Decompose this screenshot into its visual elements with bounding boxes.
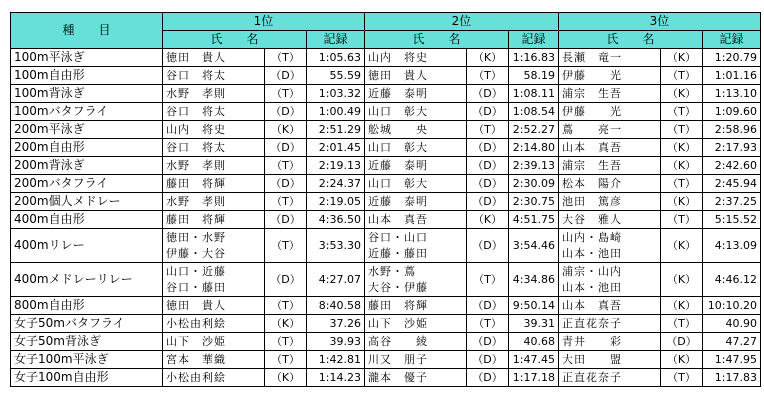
- team-cell: （K）: [661, 297, 703, 315]
- team-cell: （K）: [661, 193, 703, 211]
- record-cell: 2:30.09: [509, 175, 559, 193]
- swimmer-name: 山口 彰大: [368, 176, 428, 190]
- swimmer-name: 山内・島崎: [562, 230, 622, 244]
- swimmer-name: 藤田 将輝: [166, 176, 226, 190]
- event-cell: 200mバタフライ: [11, 175, 163, 193]
- team-cell: （D）: [265, 263, 307, 297]
- team-cell: （K）: [661, 351, 703, 369]
- swimmer-name-cell: [559, 67, 661, 85]
- swimmer-name-cell: [163, 369, 265, 387]
- record-cell: 1:08.11: [509, 85, 559, 103]
- team-cell: （D）: [467, 103, 509, 121]
- results-table-container: [10, 12, 761, 387]
- swimmer-name-cell: [559, 263, 661, 297]
- record-cell: 1:20.79: [703, 49, 761, 67]
- swimmer-name-cell: [365, 297, 467, 315]
- team-cell: （K）: [661, 229, 703, 263]
- record-header: 記録: [509, 31, 559, 49]
- record-cell: 3:53.30: [307, 229, 365, 263]
- team-cell: （T）: [661, 121, 703, 139]
- swimmer-name: 浦宗 生吾: [562, 158, 622, 172]
- event-cell: 女子100m平泳ぎ: [11, 351, 163, 369]
- record-cell: 40.68: [509, 333, 559, 351]
- record-header: 記録: [703, 31, 761, 49]
- results-table: [10, 12, 761, 387]
- record-cell: 1:16.83: [509, 49, 559, 67]
- swimmer-name-cell: [163, 85, 265, 103]
- swimmer-name-cell: [365, 263, 467, 297]
- swimmer-name: 長瀬 竜一: [562, 50, 622, 64]
- team-cell: （T）: [265, 193, 307, 211]
- team-cell: （D）: [467, 157, 509, 175]
- swimmer-name: 水野 孝則: [166, 158, 226, 172]
- swimmer-name-cell: [559, 315, 661, 333]
- swimmer-name: 谷口 将太: [166, 104, 226, 118]
- swimmer-name-cell: [365, 229, 467, 263]
- header-row-places: [11, 13, 761, 31]
- table-row: [11, 263, 761, 297]
- event-cell: 400mリレー: [11, 229, 163, 263]
- swimmer-name-cell: [163, 315, 265, 333]
- swimmer-name: 山本・池田: [562, 280, 622, 294]
- record-cell: 1:14.23: [307, 369, 365, 387]
- swimmer-name-cell: [559, 103, 661, 121]
- swimmer-name: 水野 孝則: [166, 86, 226, 100]
- record-cell: 2:51.29: [307, 121, 365, 139]
- record-cell: 1:17.18: [509, 369, 559, 387]
- swimmer-name: 浦宗・山内: [562, 264, 622, 278]
- swimmer-name: 藤田 将輝: [368, 298, 428, 312]
- swimmer-name: 大田 盟: [562, 352, 622, 366]
- record-cell: 1:17.83: [703, 369, 761, 387]
- team-cell: （T）: [265, 333, 307, 351]
- record-cell: 2:24.37: [307, 175, 365, 193]
- swimmer-name: 正直花奈子: [562, 370, 622, 384]
- swimmer-name-cell: [365, 369, 467, 387]
- first-place-header: 1位: [163, 13, 365, 31]
- swimmer-name: 山本・池田: [562, 246, 622, 260]
- team-cell: （D）: [467, 351, 509, 369]
- record-cell: 1:42.81: [307, 351, 365, 369]
- name-header: 氏 名: [163, 31, 307, 49]
- third-place-header: 3位: [559, 13, 761, 31]
- record-cell: 2:39.13: [509, 157, 559, 175]
- swimmer-name: 舩城 央: [368, 122, 428, 136]
- team-cell: （K）: [467, 49, 509, 67]
- record-cell: 2:52.27: [509, 121, 559, 139]
- swimmer-name-cell: [559, 49, 661, 67]
- swimmer-name-cell: [163, 297, 265, 315]
- record-cell: 55.59: [307, 67, 365, 85]
- record-cell: 2:37.25: [703, 193, 761, 211]
- event-cell: 200m個人メドレー: [11, 193, 163, 211]
- record-cell: 1:08.54: [509, 103, 559, 121]
- record-cell: 4:36.50: [307, 211, 365, 229]
- table-row: [11, 67, 761, 85]
- record-cell: 2:58.96: [703, 121, 761, 139]
- swimmer-name-cell: [559, 175, 661, 193]
- team-cell: （D）: [265, 103, 307, 121]
- swimmer-name-cell: [559, 193, 661, 211]
- record-cell: 1:00.49: [307, 103, 365, 121]
- swimmer-name-cell: [559, 333, 661, 351]
- swimmer-name: 山口 彰大: [368, 140, 428, 154]
- record-header: 記録: [307, 31, 365, 49]
- swimmer-name: 山口 彰大: [368, 104, 428, 118]
- swimmer-name-cell: [559, 229, 661, 263]
- event-cell: 200m背泳ぎ: [11, 157, 163, 175]
- swimmer-name-cell: [163, 139, 265, 157]
- team-cell: （T）: [265, 157, 307, 175]
- record-cell: 4:27.07: [307, 263, 365, 297]
- swimmer-name: 山本 真吾: [562, 298, 622, 312]
- swimmer-name: 藤田 将輝: [166, 212, 226, 226]
- swimmer-name-cell: [365, 351, 467, 369]
- swimmer-name: 近藤 泰明: [368, 194, 428, 208]
- swimmer-name-cell: [163, 351, 265, 369]
- record-cell: 2:42.60: [703, 157, 761, 175]
- swimmer-name-cell: [365, 211, 467, 229]
- team-cell: （T）: [661, 315, 703, 333]
- swimmer-name: 松本 陽介: [562, 176, 622, 190]
- record-cell: 1:09.60: [703, 103, 761, 121]
- team-cell: （T）: [661, 211, 703, 229]
- record-cell: 1:13.10: [703, 85, 761, 103]
- swimmer-name-cell: [365, 49, 467, 67]
- record-cell: 1:47.95: [703, 351, 761, 369]
- second-place-header: 2位: [365, 13, 559, 31]
- name-header: 氏 名: [559, 31, 703, 49]
- swimmer-name: 山下 沙姫: [166, 334, 226, 348]
- swimmer-name-cell: [163, 67, 265, 85]
- swimmer-name: 徳田 貴人: [166, 50, 226, 64]
- swimmer-name-cell: [365, 315, 467, 333]
- team-cell: （T）: [661, 175, 703, 193]
- swimmer-name: 谷口・山口: [368, 230, 428, 244]
- record-cell: 39.93: [307, 333, 365, 351]
- swimmer-name: 小松由利絵: [166, 316, 226, 330]
- table-row: [11, 369, 761, 387]
- swimmer-name: 山下 沙姫: [368, 316, 428, 330]
- record-cell: 40.90: [703, 315, 761, 333]
- swimmer-name: 徳田・水野: [166, 230, 226, 244]
- record-cell: 8:40.58: [307, 297, 365, 315]
- team-cell: （T）: [265, 229, 307, 263]
- event-cell: 100m平泳ぎ: [11, 49, 163, 67]
- team-cell: （T）: [467, 121, 509, 139]
- table-row: [11, 297, 761, 315]
- swimmer-name: 近藤 泰明: [368, 86, 428, 100]
- team-cell: （T）: [661, 67, 703, 85]
- swimmer-name: 山内 将史: [368, 50, 428, 64]
- record-cell: 1:05.63: [307, 49, 365, 67]
- event-cell: 女子100m自由形: [11, 369, 163, 387]
- swimmer-name-cell: [365, 139, 467, 157]
- team-cell: （T）: [265, 351, 307, 369]
- table-row: [11, 49, 761, 67]
- team-cell: （D）: [467, 369, 509, 387]
- swimmer-name: 山口・近藤: [166, 264, 226, 278]
- swimmer-name-cell: [559, 139, 661, 157]
- event-cell: 女子50mバタフライ: [11, 315, 163, 333]
- swimmer-name: 瀧本 優子: [368, 370, 428, 384]
- swimmer-name-cell: [163, 263, 265, 297]
- swimmer-name: 近藤 泰明: [368, 158, 428, 172]
- swimmer-name-cell: [163, 193, 265, 211]
- team-cell: （K）: [265, 315, 307, 333]
- record-cell: 4:13.09: [703, 229, 761, 263]
- swimmer-name: 浦宗 生吾: [562, 86, 622, 100]
- table-row: [11, 193, 761, 211]
- team-cell: （D）: [661, 333, 703, 351]
- record-cell: 10:10.20: [703, 297, 761, 315]
- swimmer-name: 伊藤 光: [562, 68, 622, 82]
- swimmer-name: 川又 朋子: [368, 352, 428, 366]
- swimmer-name: 山本 真吾: [368, 212, 428, 226]
- team-cell: （K）: [661, 139, 703, 157]
- event-header: 種 目: [11, 13, 163, 49]
- team-cell: （T）: [265, 85, 307, 103]
- team-cell: （D）: [467, 229, 509, 263]
- swimmer-name-cell: [163, 333, 265, 351]
- event-cell: 女子50m背泳ぎ: [11, 333, 163, 351]
- event-cell: 100m自由形: [11, 67, 163, 85]
- record-cell: 2:01.45: [307, 139, 365, 157]
- table-row: [11, 121, 761, 139]
- team-cell: （K）: [467, 211, 509, 229]
- record-cell: 4:34.86: [509, 263, 559, 297]
- swimmer-name-cell: [163, 103, 265, 121]
- swimmer-name: 谷口 将太: [166, 140, 226, 154]
- team-cell: （K）: [265, 121, 307, 139]
- record-cell: 4:46.12: [703, 263, 761, 297]
- event-cell: 800m自由形: [11, 297, 163, 315]
- swimmer-name-cell: [163, 49, 265, 67]
- swimmer-name: 水野 孝則: [166, 194, 226, 208]
- record-cell: 1:47.45: [509, 351, 559, 369]
- table-row: [11, 85, 761, 103]
- event-cell: 400mメドレーリレー: [11, 263, 163, 297]
- record-cell: 1:03.32: [307, 85, 365, 103]
- team-cell: （D）: [265, 67, 307, 85]
- swimmer-name: 谷口 将太: [166, 68, 226, 82]
- record-cell: 2:17.93: [703, 139, 761, 157]
- swimmer-name: 大谷 雅人: [562, 212, 622, 226]
- team-cell: （T）: [265, 297, 307, 315]
- swimmer-name-cell: [365, 333, 467, 351]
- table-row: [11, 157, 761, 175]
- swimmer-name: 高谷 綾: [368, 334, 428, 348]
- event-cell: 200m自由形: [11, 139, 163, 157]
- swimmer-name-cell: [163, 121, 265, 139]
- swimmer-name: 水野・蔦: [368, 264, 416, 278]
- team-cell: （D）: [467, 139, 509, 157]
- record-cell: 39.31: [509, 315, 559, 333]
- table-row: [11, 211, 761, 229]
- swimmer-name-cell: [559, 297, 661, 315]
- team-cell: （T）: [661, 369, 703, 387]
- record-cell: 1:01.16: [703, 67, 761, 85]
- team-cell: （D）: [265, 175, 307, 193]
- team-cell: （K）: [265, 369, 307, 387]
- swimmer-name: 伊藤 光: [562, 104, 622, 118]
- record-cell: 2:45.94: [703, 175, 761, 193]
- record-cell: 2:14.80: [509, 139, 559, 157]
- record-cell: 2:19.05: [307, 193, 365, 211]
- table-row: [11, 333, 761, 351]
- record-cell: 58.19: [509, 67, 559, 85]
- record-cell: 2:30.75: [509, 193, 559, 211]
- swimmer-name: 小松由利絵: [166, 370, 226, 384]
- team-cell: （T）: [467, 263, 509, 297]
- swimmer-name-cell: [365, 67, 467, 85]
- table-row: [11, 351, 761, 369]
- swimmer-name-cell: [365, 175, 467, 193]
- swimmer-name: 伊藤・大谷: [166, 246, 226, 260]
- record-cell: 47.27: [703, 333, 761, 351]
- swimmer-name-cell: [559, 211, 661, 229]
- table-row: [11, 229, 761, 263]
- swimmer-name-cell: [163, 211, 265, 229]
- swimmer-name-cell: [559, 369, 661, 387]
- swimmer-name: 池田 篤彦: [562, 194, 622, 208]
- table-row: [11, 175, 761, 193]
- record-cell: 4:51.75: [509, 211, 559, 229]
- team-cell: （T）: [661, 103, 703, 121]
- swimmer-name: 大谷・伊藤: [368, 280, 428, 294]
- event-cell: 400m自由形: [11, 211, 163, 229]
- team-cell: （K）: [661, 85, 703, 103]
- team-cell: （D）: [265, 139, 307, 157]
- table-row: [11, 315, 761, 333]
- swimmer-name-cell: [365, 85, 467, 103]
- results-body: [11, 49, 761, 387]
- swimmer-name-cell: [365, 193, 467, 211]
- team-cell: （T）: [265, 49, 307, 67]
- swimmer-name-cell: [163, 157, 265, 175]
- swimmer-name: 蔦 亮一: [562, 122, 622, 136]
- table-row: [11, 103, 761, 121]
- team-cell: （K）: [661, 49, 703, 67]
- swimmer-name: 青井 彩: [562, 334, 622, 348]
- team-cell: （K）: [661, 263, 703, 297]
- swimmer-name-cell: [163, 175, 265, 193]
- name-header: 氏 名: [365, 31, 509, 49]
- swimmer-name-cell: [559, 85, 661, 103]
- record-cell: 37.26: [307, 315, 365, 333]
- swimmer-name: 徳田 貴人: [166, 298, 226, 312]
- team-cell: （D）: [467, 175, 509, 193]
- swimmer-name-cell: [559, 157, 661, 175]
- event-cell: 100mバタフライ: [11, 103, 163, 121]
- team-cell: （D）: [467, 85, 509, 103]
- record-cell: 5:15.52: [703, 211, 761, 229]
- swimmer-name: 宮本 華織: [166, 352, 226, 366]
- swimmer-name: 正直花奈子: [562, 316, 622, 330]
- swimmer-name: 近藤・藤田: [368, 246, 428, 260]
- table-row: [11, 139, 761, 157]
- event-cell: 100m背泳ぎ: [11, 85, 163, 103]
- team-cell: （T）: [467, 67, 509, 85]
- event-cell: 200m平泳ぎ: [11, 121, 163, 139]
- team-cell: （D）: [467, 333, 509, 351]
- swimmer-name: 山本 真吾: [562, 140, 622, 154]
- record-cell: 9:50.14: [509, 297, 559, 315]
- swimmer-name-cell: [365, 157, 467, 175]
- team-cell: （D）: [467, 193, 509, 211]
- swimmer-name: 谷口・藤田: [166, 280, 226, 294]
- swimmer-name-cell: [365, 103, 467, 121]
- swimmer-name-cell: [559, 351, 661, 369]
- swimmer-name: 山内 将史: [166, 122, 226, 136]
- swimmer-name-cell: [365, 121, 467, 139]
- record-cell: 2:19.13: [307, 157, 365, 175]
- swimmer-name-cell: [163, 229, 265, 263]
- team-cell: （T）: [467, 315, 509, 333]
- team-cell: （D）: [467, 297, 509, 315]
- swimmer-name-cell: [559, 121, 661, 139]
- team-cell: （D）: [265, 211, 307, 229]
- record-cell: 3:54.46: [509, 229, 559, 263]
- team-cell: （K）: [661, 157, 703, 175]
- swimmer-name: 徳田 貴人: [368, 68, 428, 82]
